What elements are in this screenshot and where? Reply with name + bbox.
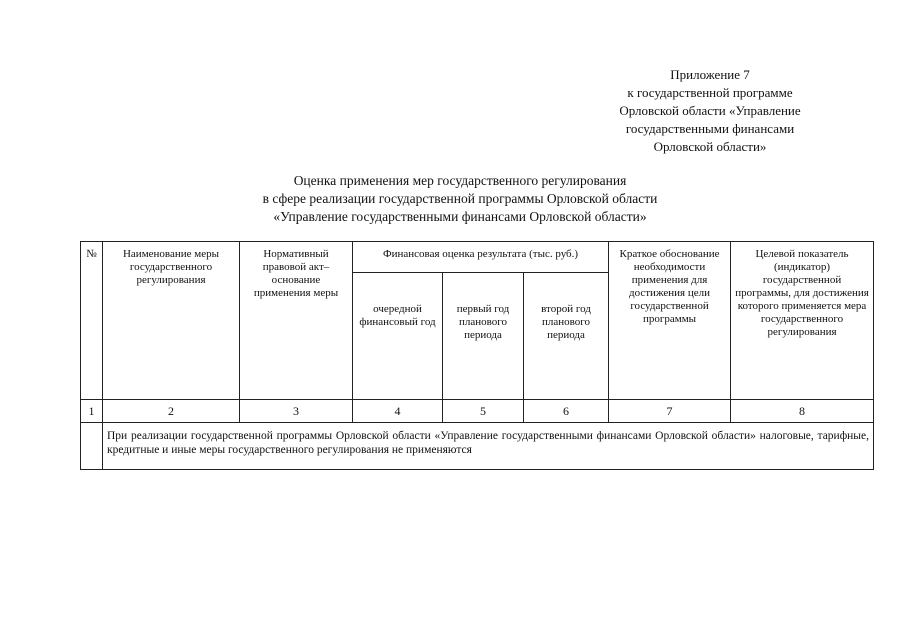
- column-number: 5: [443, 400, 524, 423]
- column-number: 3: [240, 400, 353, 423]
- header-justification: Краткое обоснование необходимости применения для достижения цели государственной программы: [609, 242, 731, 400]
- title-line: в сфере реализации государственной программы Орловской области: [262, 191, 658, 206]
- header-row: [81, 242, 874, 273]
- column-number: 4: [353, 400, 443, 423]
- column-number: 8: [731, 400, 874, 423]
- column-number: 1: [81, 400, 103, 423]
- appendix-block: [560, 66, 860, 156]
- appendix-line: государственными финансами: [625, 121, 795, 136]
- document-title: [180, 172, 740, 226]
- header-second-plan-year: второй год планового периода: [524, 273, 609, 400]
- appendix-line: Приложение 7: [670, 67, 750, 82]
- note-row: [81, 423, 874, 470]
- header-financial-assessment: Финансовая оценка результата (тыс. руб.): [353, 242, 609, 273]
- title-line: Оценка применения мер государственного регулирования: [293, 173, 627, 188]
- title-line: «Управление государственными финансами Орловской области»: [273, 209, 647, 224]
- appendix-line: Орловской области»: [653, 139, 767, 154]
- header-first-plan-year: первый год планового периода: [443, 273, 524, 400]
- column-number-row: [81, 400, 874, 423]
- appendix-line: Орловской области «Управление: [619, 103, 801, 118]
- header-num: №: [81, 242, 103, 400]
- header-legal-act: Нормативный правовой акт–основание применения меры: [240, 242, 353, 400]
- header-measure-name: Наименование меры государственного регулирования: [103, 242, 240, 400]
- header-target-indicator: Целевой показатель (индикатор) государственной программы, для достижения которого применяется мера государственного регулирования: [731, 242, 874, 400]
- column-number: 7: [609, 400, 731, 423]
- appendix-line: к государственной программе: [627, 85, 793, 100]
- measures-table: [80, 241, 874, 470]
- note-empty-cell: [81, 423, 103, 470]
- column-number: 2: [103, 400, 240, 423]
- note-text: При реализации государственной программы Орловской области «Управление государственными финансами Орловской области» налоговые, тарифные, кредитные и иные меры государственного регулирования не применяются: [103, 423, 874, 470]
- header-current-year: очередной финансовый год: [353, 273, 443, 400]
- column-number: 6: [524, 400, 609, 423]
